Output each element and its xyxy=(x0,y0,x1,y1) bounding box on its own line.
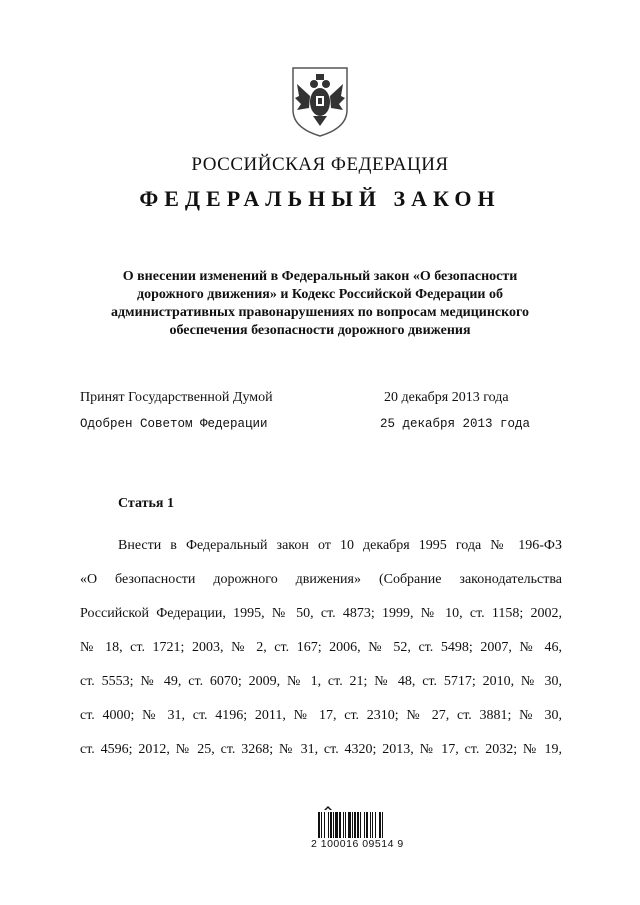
barcode-bar xyxy=(364,812,365,838)
barcode-bar xyxy=(348,812,351,838)
barcode-icon xyxy=(316,806,408,860)
barcode-bar xyxy=(354,812,356,838)
barcode-bar xyxy=(352,812,353,838)
barcode-logo-mark xyxy=(324,806,332,810)
barcode-bar xyxy=(345,812,346,838)
barcode-bar xyxy=(330,812,332,838)
law-title xyxy=(90,268,550,340)
barcode-bar xyxy=(328,812,329,838)
approved-date: 25 декабря 2013 года xyxy=(380,417,531,431)
barcode-bar xyxy=(375,812,376,838)
barcode-bar xyxy=(343,812,344,838)
barcode-bar xyxy=(366,812,368,838)
barcode-bar xyxy=(372,812,373,838)
article-line: Российской Федерации, 1995, № 50, ст. 4873; 1999, № 10, ст. 1158; 2002, xyxy=(80,606,562,621)
barcode-bar xyxy=(321,812,322,838)
barcode-bar xyxy=(370,812,371,838)
barcode-bar xyxy=(333,812,334,838)
article-body xyxy=(80,529,562,767)
barcode-bar xyxy=(318,812,320,838)
coat-of-arms-icon xyxy=(289,66,351,138)
law-title-line: О внесении изменений в Федеральный закон «О безопасности xyxy=(122,269,518,284)
document-type: ФЕДЕРАЛЬНЫЙ ЗАКОН xyxy=(139,186,501,211)
barcode-bar xyxy=(335,812,338,838)
article-heading: Статья 1 xyxy=(118,496,174,511)
barcode-bar xyxy=(357,812,359,838)
law-title-line: обеспечения безопасности дорожного движения xyxy=(169,323,471,338)
barcode-bar xyxy=(382,812,383,838)
law-title-line: административных правонарушениях по вопросам медицинского xyxy=(110,305,530,320)
article-line: «О безопасности дорожного движения» (Собрание законодательства xyxy=(80,572,562,587)
article-line: № 18, ст. 1721; 2003, № 2, ст. 167; 2006, № 52, ст. 5498; 2007, № 46, xyxy=(80,640,562,655)
article-line: ст. 4596; 2012, № 25, ст. 3268; № 31, ст. 4320; 2013, № 17, ст. 2032; № 19, xyxy=(80,742,562,757)
approved-label: Одобрен Советом Федерации xyxy=(80,417,268,431)
article-line: Внести в Федеральный закон от 10 декабря 1995 года № 196-ФЗ xyxy=(118,538,562,553)
adopted-date: 20 декабря 2013 года xyxy=(384,390,509,405)
article-line: ст. 4000; № 31, ст. 4196; 2011, № 17, ст. 2310; № 27, ст. 3881; № 30, xyxy=(80,708,562,723)
barcode-bar xyxy=(360,812,361,838)
country-name: РОССИЙСКАЯ ФЕДЕРАЦИЯ xyxy=(191,154,449,175)
barcode-number: 2 100016 09514 9 xyxy=(311,838,404,850)
law-title-line: дорожного движения» и Кодекс Российской Федерации об xyxy=(137,287,503,302)
article-line: ст. 5553; № 49, ст. 6070; 2009, № 1, ст. 21; № 48, ст. 5717; 2010, № 30, xyxy=(80,674,562,689)
adopted-label: Принят Государственной Думой xyxy=(80,390,273,405)
barcode-bar xyxy=(324,812,325,838)
barcode-bar xyxy=(339,812,341,838)
barcode-bar xyxy=(379,812,381,838)
